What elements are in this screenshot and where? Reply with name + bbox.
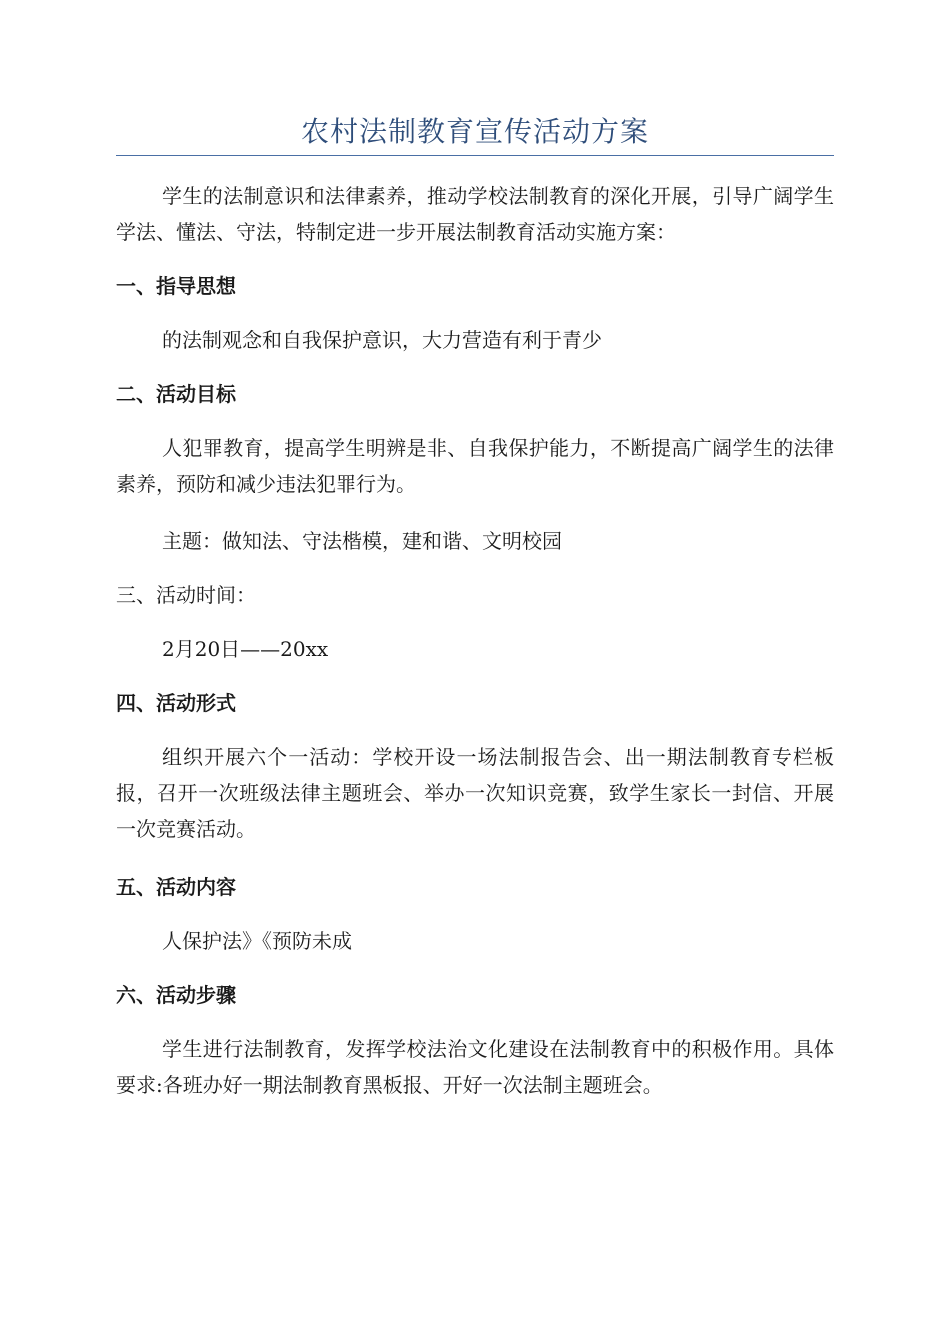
section-paragraph: 人保护法》《预防未成 — [162, 929, 352, 953]
section-paragraph: 组织开展六个一活动：学校开设一场法制报告会、出一期法制教育专栏板报，召开一次班级法律主题班会、举办一次知识竞赛，致学生家长一封信、开展一次竞赛活动。 — [116, 745, 834, 841]
title-underline — [116, 155, 834, 156]
section-paragraph-theme: 主题：做知法、守法楷模，建和谐、文明校园 — [162, 529, 562, 553]
section-paragraph-date: 2月20日——20xx — [162, 637, 329, 661]
section-paragraph: 的法制观念和自我保护意识，大力营造有利于青少 — [162, 328, 602, 352]
section-heading-steps: 六、活动步骤 — [116, 983, 236, 1007]
intro-paragraph: 学生的法制意识和法律素养，推动学校法制教育的深化开展，引导广阔学生学法、懂法、守法，特制定进一步开展法制教育活动实施方案： — [116, 184, 834, 244]
section-heading-time: 三、活动时间： — [116, 583, 256, 607]
section-paragraph: 学生进行法制教育，发挥学校法治文化建设在法制教育中的积极作用。具体要求:各班办好一期法制教育黑板报、开好一次法制主题班会。 — [116, 1037, 834, 1097]
section-paragraph: 人犯罪教育，提高学生明辨是非、自我保护能力，不断提高广阔学生的法律素养，预防和减少违法犯罪行为。 — [116, 436, 834, 496]
section-heading-form: 四、活动形式 — [116, 691, 236, 715]
section-heading-guiding-thought: 一、指导思想 — [116, 274, 236, 298]
section-heading-goals: 二、活动目标 — [116, 382, 236, 406]
section-heading-content: 五、活动内容 — [116, 875, 236, 899]
document-title: 农村法制教育宣传活动方案 — [300, 115, 649, 148]
